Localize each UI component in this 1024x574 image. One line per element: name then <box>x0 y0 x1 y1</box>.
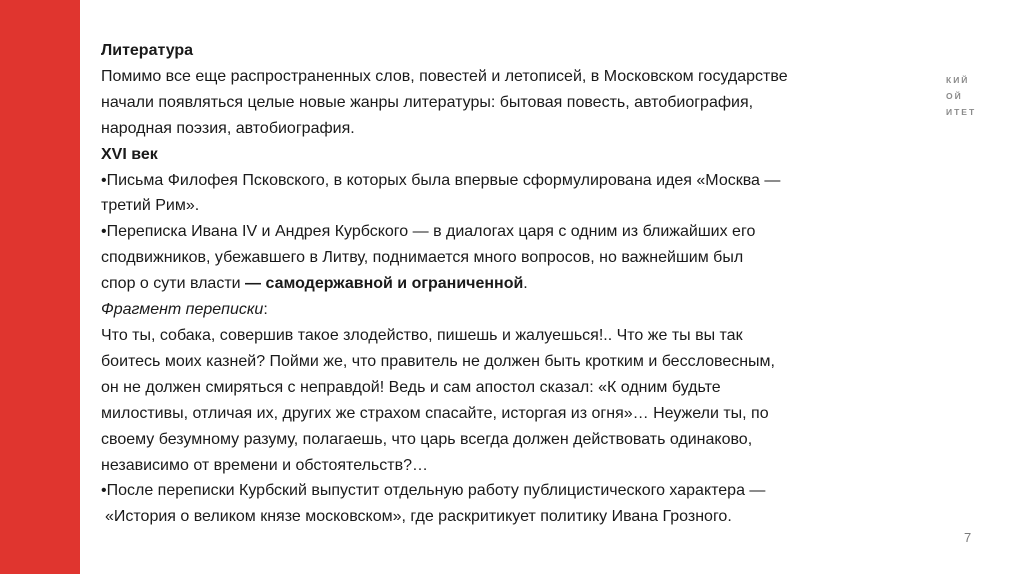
bullet-2-end-punct: . <box>523 275 528 293</box>
bullet-3-line-2: «История о великом князе московском», где раскритикует политику Ивана Грозного. <box>105 508 732 526</box>
section-title: Литература <box>101 42 194 59</box>
quote-line-5: своему безумному разуму, полагаешь, что царь всегда должен действовать одинаково, <box>101 430 753 448</box>
quote-line-2: боитесь моих казней? Пойми же, что правитель не должен быть кротким и бессловесным, <box>101 352 775 370</box>
intro-line-2: начали появляться целые новые жанры литературы: бытовая повесть, автобиография, <box>101 93 754 111</box>
bullet-2-line-1: •Переписка Ивана IV и Андрея Курбского — в диалогах царя с одним из ближайших его <box>101 223 756 241</box>
red-side-bar <box>0 0 80 574</box>
fragment-title: Фрагмент переписки <box>101 301 264 319</box>
page-number: 7 <box>964 530 972 545</box>
logo-line-1: КИЙ <box>946 75 970 85</box>
bullet-2-line-3 <box>101 271 951 297</box>
logo-line-2: ОЙ <box>946 91 963 101</box>
bullet-3-line-1: •После переписки Курбский выпустит отдельную работу публицистического характера — <box>101 482 766 500</box>
bullet-2-line-2: сподвижников, убежавшего в Литву, поднимается много вопросов, но важнейшим был <box>101 249 744 267</box>
quote-line-3: он не должен смиряться с неправдой! Ведь и сам апостол сказал: «К одним будьте <box>101 378 721 396</box>
intro-line-1: Помимо все еще распространенных слов, повестей и летописей, в Московском государстве <box>101 67 788 85</box>
quote-line-6: независимо от времени и обстоятельств?… <box>101 456 428 474</box>
bullet-1-line-2: третий Рим». <box>101 197 200 215</box>
bullet-2-bold-text: — самодержавной и ограниченной <box>245 275 524 293</box>
fragment-title-line <box>101 297 951 323</box>
century-heading: XVI век <box>101 145 158 163</box>
bullet-1-line-1: •Письма Филофея Псковского, в которых была впервые сформулирована идея «Москва — <box>101 171 781 189</box>
bullet-2-plain-text: спор о сути власти <box>101 275 246 293</box>
quote-line-1: Что ты, собака, совершив такое злодейство, пишешь и жалуешься!.. Что же ты вы так <box>101 326 743 344</box>
slide-body <box>101 38 951 530</box>
quote-line-4: милостивы, отличая их, других же страхом спасайте, исторгая из огня»… Неужели ты, по <box>101 404 769 422</box>
fragment-colon: : <box>263 301 268 319</box>
logo-line-3: ИТЕТ <box>946 107 977 117</box>
intro-line-3: народная поэзия, автобиография. <box>101 119 355 137</box>
